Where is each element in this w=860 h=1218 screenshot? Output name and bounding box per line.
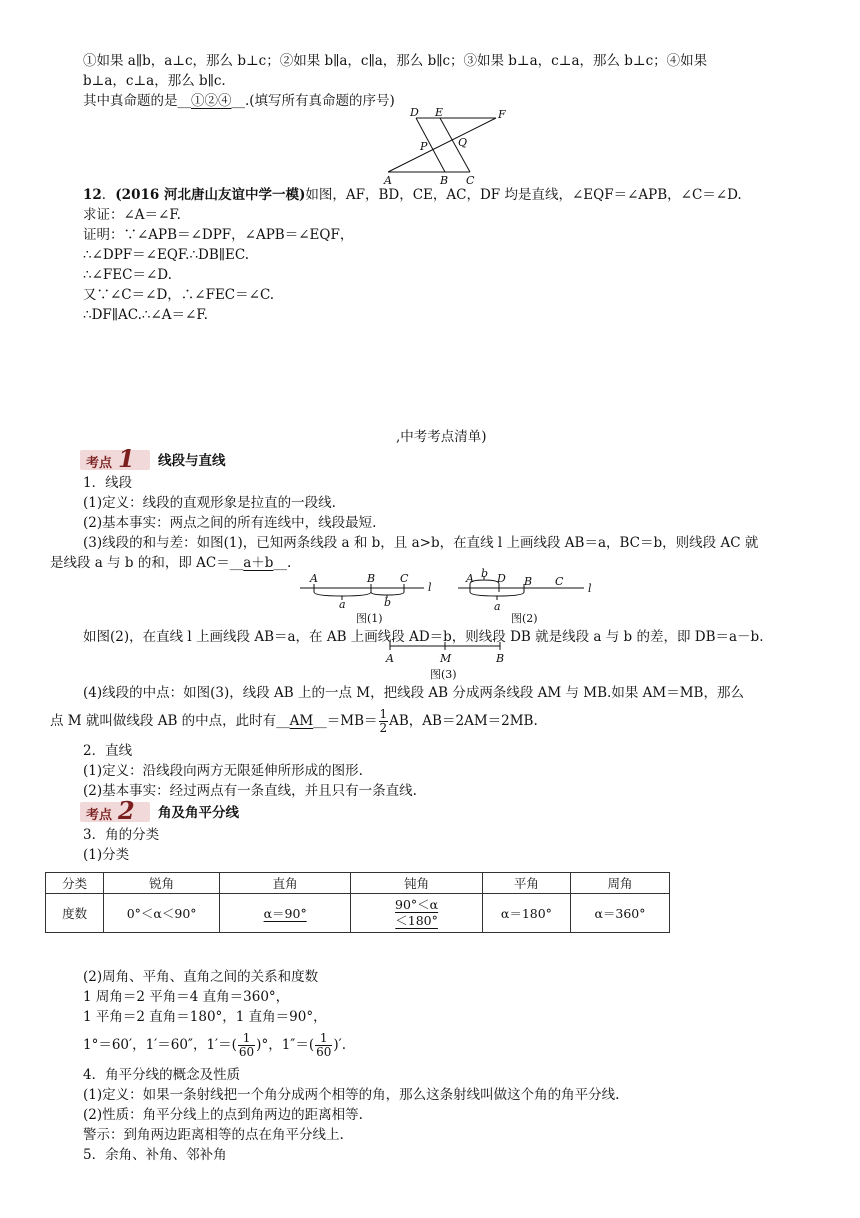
table-header-row: 分类 锐角 直角 钝角 平角 周角 — [46, 873, 670, 894]
q12-proof-4: 又∵∠C＝∠D，∴∠FEC＝∠C. — [83, 287, 275, 303]
half-fraction: $\frac{1}{2}$ — [379, 707, 388, 735]
s1-sum-1: (3)线段的和与差：如图(1)，已知两条线段 a 和 b，且 a>b，在直线 l 上画线段 AB＝a，BC＝b，则线段 AC 就 — [83, 535, 759, 551]
s3-sub: (1)分类 — [83, 847, 130, 863]
s1-sum-2: 是线段 a 与 b 的和，即 AC＝__a＋b__. — [50, 555, 292, 571]
figure-3 — [380, 640, 510, 684]
fig-label-f: F — [498, 108, 506, 121]
svg-text:M: M — [440, 652, 452, 665]
svg-text:B: B — [367, 572, 376, 585]
s4-def: (1)定义：如果一条射线把一个角分成两个相等的角，那么这条射线叫做这个角的角平分线. — [83, 1087, 620, 1103]
fig-label-a: A — [384, 174, 392, 186]
figure-1 — [296, 570, 446, 626]
obtuse-answer-1: 90°＜α — [395, 897, 439, 912]
fig-label-c: C — [466, 174, 475, 186]
svg-text:a: a — [339, 598, 346, 611]
s5-head: 5．余角、补角、邻补角 — [83, 1147, 227, 1163]
kaodian-1-badge: 考点 1 — [80, 450, 150, 470]
s4-warn: 警示：到角两边距离相等的点在角平分线上. — [83, 1127, 344, 1143]
svg-text:A: A — [466, 572, 474, 585]
q12-proof-3: ∴∠FEC＝∠D. — [83, 267, 172, 283]
s3b-line2: 1 平角＝2 直角＝180°，1 直角＝90°， — [83, 1009, 327, 1025]
svg-text:l: l — [428, 581, 432, 594]
angle-classification-table — [45, 872, 670, 933]
table-row: 度数 0°＜α＜90° α＝90° 90°＜α ＜180° α＝180° α＝360° — [46, 894, 670, 933]
s1-def: (1)定义：线段的直观形象是拉直的一段线. — [83, 495, 336, 511]
svg-text:b: b — [481, 567, 489, 580]
figure-1-caption: 图(1) — [356, 612, 383, 625]
s4-prop: (2)性质：角平分线上的点到角两边的距离相等. — [83, 1107, 363, 1123]
s3b-sub: (2)周角、平角、直角之间的关系和度数 — [83, 969, 319, 985]
q12-proof-1: 证明：∵∠APB＝∠DPF，∠APB＝∠EQF， — [83, 227, 354, 243]
svg-text:A: A — [310, 572, 318, 585]
fig-label-d: D — [410, 106, 419, 119]
fig-label-p: P — [420, 140, 428, 153]
obtuse-answer-2: ＜180° — [395, 913, 438, 928]
svg-text:B: B — [524, 575, 533, 588]
q11-line2: b⊥a，c⊥a，那么 b∥c. — [83, 73, 226, 89]
svg-text:B: B — [496, 652, 505, 665]
fig-label-q: Q — [458, 136, 468, 149]
section-title: ,中考考点清单) — [396, 429, 487, 445]
s2-fact: (2)基本事实：经过两点有一条直线，并且只有一条直线. — [83, 783, 417, 799]
figure-2 — [454, 566, 604, 626]
s4-head: 4．角平分线的概念及性质 — [83, 1067, 241, 1083]
s1-mid-2: 点 M 就叫做线段 AB 的中点，此时有__AM__＝MB＝ $\frac{1}{2}$ AB，AB＝2AM＝2MB. — [50, 707, 538, 735]
s2-head: 2．直线 — [83, 743, 133, 759]
fig-label-b: B — [440, 174, 449, 186]
s3-head: 3．角的分类 — [83, 827, 160, 843]
s3b-line3: 1°＝60′，1′＝60″，1′＝( $\frac{1}{60}$ )°，1″＝( $\frac{1}{60}$ )′. — [83, 1031, 346, 1059]
svg-text:b: b — [384, 596, 392, 609]
q11-answer: ①②④ — [191, 93, 232, 109]
s1-diff: 如图(2)，在直线 l 上画线段 AB＝a，在 AB 上画线段 AD＝b，则线段 DB 就是线段 a 与 b 的差，即 DB＝a－b. — [83, 629, 764, 645]
s1-mid-1: (4)线段的中点：如图(3)，线段 AB 上的一点 M，把线段 AB 分成两条线段 AM 与 MB.如果 AM＝MB，那么 — [83, 685, 744, 701]
kaodian-2-title: 角及角平分线 — [158, 805, 239, 821]
s2-def: (1)定义：沿线段向两方无限延伸所形成的图形. — [83, 763, 363, 779]
s1-sum-answer: a＋b — [243, 555, 274, 571]
s1-head: 1．线段 — [83, 475, 133, 491]
figure-3-caption: 图(3) — [430, 668, 457, 681]
svg-text:C: C — [555, 575, 564, 588]
svg-text:A: A — [386, 652, 394, 665]
right-angle-answer: α＝90° — [263, 906, 307, 921]
s3b-line1: 1 周角＝2 平角＝4 直角＝360°， — [83, 989, 290, 1005]
kaodian-1-title: 线段与直线 — [158, 453, 226, 469]
q11-line1: ①如果 a∥b，a⊥c，那么 b⊥c；②如果 b∥a，c∥a，那么 b∥c；③如果 b⊥a，c⊥a，那么 b⊥c；④如果 — [83, 53, 708, 69]
figure-2-caption: 图(2) — [511, 612, 538, 625]
fig-label-e: E — [435, 106, 444, 119]
svg-text:C: C — [400, 572, 409, 585]
svg-text:a: a — [494, 600, 501, 613]
q12-proof-2: ∴∠DPF＝∠EQF.∴DB∥EC. — [83, 247, 250, 263]
q12-proof-5: ∴DF∥AC.∴∠A＝∠F. — [83, 307, 208, 323]
q12-figure — [378, 106, 518, 186]
svg-text:D: D — [497, 572, 506, 585]
q11-answer-line: 其中真命题的是__①②④__.(填写所有真命题的序号) — [83, 93, 395, 109]
q12-prove: 求证：∠A＝∠F. — [83, 207, 181, 223]
kaodian-2-badge: 考点 2 — [80, 802, 150, 822]
svg-text:l: l — [588, 582, 592, 595]
s1-mid-answer: AM — [289, 713, 314, 729]
s1-fact: (2)基本事实：两点之间的所有连线中，线段最短. — [83, 515, 377, 531]
q12-stem: 12．(2016 河北唐山友谊中学一模)如图，AF，BD，CE，AC，DF 均是直线，∠EQF＝∠APB，∠C＝∠D. — [83, 187, 742, 203]
